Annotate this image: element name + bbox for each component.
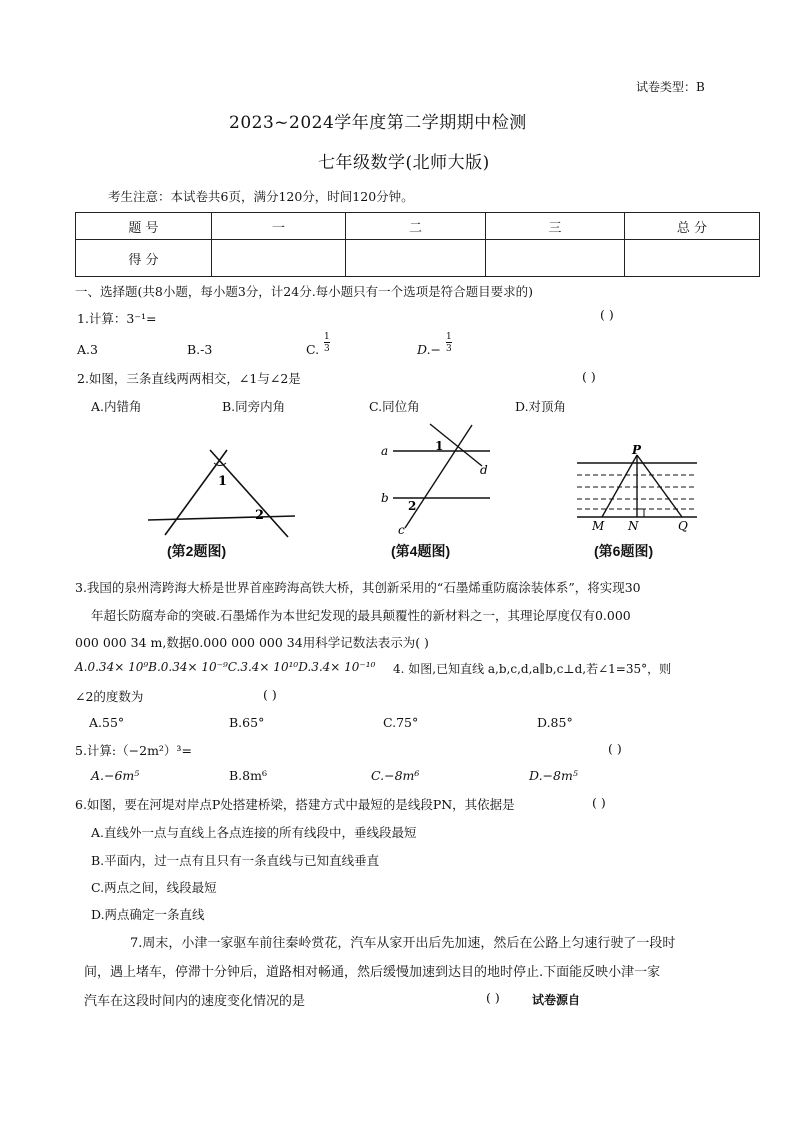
q2-option-a: A.内错角	[91, 399, 142, 414]
q1-option-b: B.-3	[187, 342, 213, 357]
q4-option-b: B.65°	[229, 715, 265, 730]
fig4-angle-2-label: 2	[408, 499, 417, 513]
figure-q4-caption: (第4题图)	[391, 543, 451, 559]
score-cell[interactable]	[486, 240, 625, 277]
score-header-cell: 二	[346, 213, 486, 240]
q1-option-a: A.3	[77, 342, 98, 357]
q7-source-note: 试卷源自	[532, 993, 581, 1007]
fig2-line-left	[165, 450, 227, 535]
exam-subtitle: 七年级数学(北师大版)	[318, 153, 490, 173]
figure-q4	[375, 420, 495, 538]
figure-q6	[572, 443, 702, 535]
q2-option-d: D.对顶角	[515, 399, 567, 414]
figure-q2-caption: (第2题图)	[167, 543, 227, 559]
q1-option-d-fraction	[446, 332, 452, 354]
q4-stem: 4. 如图,已知直线 a,b,c,d,a∥b,c⊥d,若∠1=35°，则	[393, 662, 672, 676]
fig6-label-Q: Q	[678, 519, 688, 533]
fig6-right-angle-mark	[637, 509, 644, 517]
exam-notice: 考生注意：本试卷共6页，满分120分，时间120分钟。	[108, 189, 414, 204]
fig6-label-M: M	[592, 519, 605, 533]
q6-option-c: C.两点之间，线段最短	[91, 880, 217, 895]
fig6-label-P: P	[632, 443, 642, 457]
q2-option-b: B.同旁内角	[222, 399, 286, 414]
q1-stem: 1.计算：3⁻¹=	[77, 311, 157, 326]
q7-line-2: 间，遇上堵车，停滞十分钟后，道路相对畅通，然后缓慢加速到达目的地时停止.下面能反映小津一家	[84, 965, 661, 980]
q7-line-3: 汽车在这段时间内的速度变化情况的是	[84, 994, 306, 1009]
q6-option-b: B.平面内，过一点有且只有一条直线与已知直线垂直	[91, 853, 380, 868]
q3-line-2: 年超长防腐寿命的突破.石墨烯作为本世纪发现的最具颠覆性的新材料之一，其理论厚度仅有0.000	[91, 608, 631, 623]
score-row-label: 得 分	[76, 240, 212, 277]
figure-q2	[140, 440, 305, 540]
q7-line-1: 7.周末，小津一家驱车前往秦岭赏花，汽车从家开出后先加速，然后在公路上匀速行驶了一段时	[130, 936, 676, 951]
q3-line-1: 3.我国的泉州湾跨海大桥是世界首座跨海高铁大桥，其创新采用的“石墨烯重防腐涂装体系”，将实现30	[75, 580, 641, 595]
score-header-row	[76, 213, 760, 240]
q5-option-b: B.8m⁶	[229, 768, 267, 783]
q5-option-a: A.−6m⁵	[91, 768, 140, 783]
fraction-denominator: 3	[324, 344, 330, 354]
q5-stem: 5.计算:（−2m²）³=	[75, 743, 192, 758]
figure-q6-caption: (第6题图)	[594, 543, 654, 559]
q4-answer-paren: ( )	[263, 687, 277, 702]
fraction-denominator: 3	[446, 344, 452, 354]
fraction-numerator: 1	[446, 332, 452, 342]
q2-stem: 2.如图，三条直线两两相交，∠1与∠2是	[77, 371, 301, 386]
q4-option-a: A.55°	[89, 715, 125, 730]
q6-answer-paren: ( )	[592, 795, 606, 810]
q5-option-d: D.−8m⁵	[529, 768, 578, 783]
section-heading: 一、选择题(共8小题，每小题3分，计24分.每小题只有一个选项是符合题目要求的)	[75, 284, 534, 299]
fig4-label-a: a	[381, 444, 389, 458]
exam-title: 2023~2024学年度第二学期期中检测	[229, 113, 527, 133]
q3-line-3: 000 000 34 m,数据0.000 000 000 34用科学记数法表示为( )	[75, 635, 429, 650]
fig4-label-b: b	[381, 491, 389, 505]
q1-option-c: C.	[306, 342, 320, 357]
q6-stem: 6.如图，要在河堤对岸点P处搭建桥梁，搭建方式中最短的是线段PN，其依据是	[75, 797, 515, 812]
fig2-line-right	[210, 450, 288, 537]
score-header-cell: 三	[486, 213, 625, 240]
fig6-segment-PQ	[637, 455, 682, 517]
q7-answer-paren: ( )	[486, 990, 500, 1005]
fig4-label-c: c	[398, 523, 405, 537]
fig4-label-d: d	[480, 463, 488, 477]
q4-stem-line-2: ∠2的度数为	[75, 689, 144, 704]
q2-option-c: C.同位角	[369, 399, 420, 414]
q4-option-d: D.85°	[537, 715, 573, 730]
q1-option-c-fraction	[324, 332, 330, 354]
score-cell[interactable]	[346, 240, 486, 277]
q5-answer-paren: ( )	[608, 741, 622, 756]
score-cell[interactable]	[625, 240, 760, 277]
score-value-row	[76, 240, 760, 277]
score-header-cell: 题 号	[76, 213, 212, 240]
q4-option-c: C.75°	[383, 715, 419, 730]
fig4-angle-1-label: 1	[435, 439, 444, 453]
q3-options: A.0.34× 10⁹B.0.34× 10⁻⁹C.3.4× 10¹⁰D.3.4× 10⁻¹⁰	[75, 660, 376, 674]
q1-answer-paren: ( )	[600, 307, 614, 322]
score-cell[interactable]	[212, 240, 346, 277]
q6-option-d: D.两点确定一条直线	[91, 907, 205, 922]
q6-option-a: A.直线外一点与直线上各点连接的所有线段中，垂线段最短	[91, 825, 417, 840]
q1-option-d: D.−	[417, 342, 442, 357]
fig2-angle-1-label: 1	[218, 474, 228, 489]
fig2-angle-2-label: 2	[255, 508, 265, 523]
q2-answer-paren: ( )	[582, 369, 596, 384]
paper-type: 试卷类型：B	[636, 80, 705, 94]
score-header-cell: 一	[212, 213, 346, 240]
fig6-segment-PM	[602, 455, 637, 517]
score-table	[75, 212, 760, 277]
q5-option-c: C.−8m⁶	[371, 768, 420, 783]
fraction-numerator: 1	[324, 332, 330, 342]
score-header-cell: 总 分	[625, 213, 760, 240]
fig6-label-N: N	[628, 519, 639, 533]
